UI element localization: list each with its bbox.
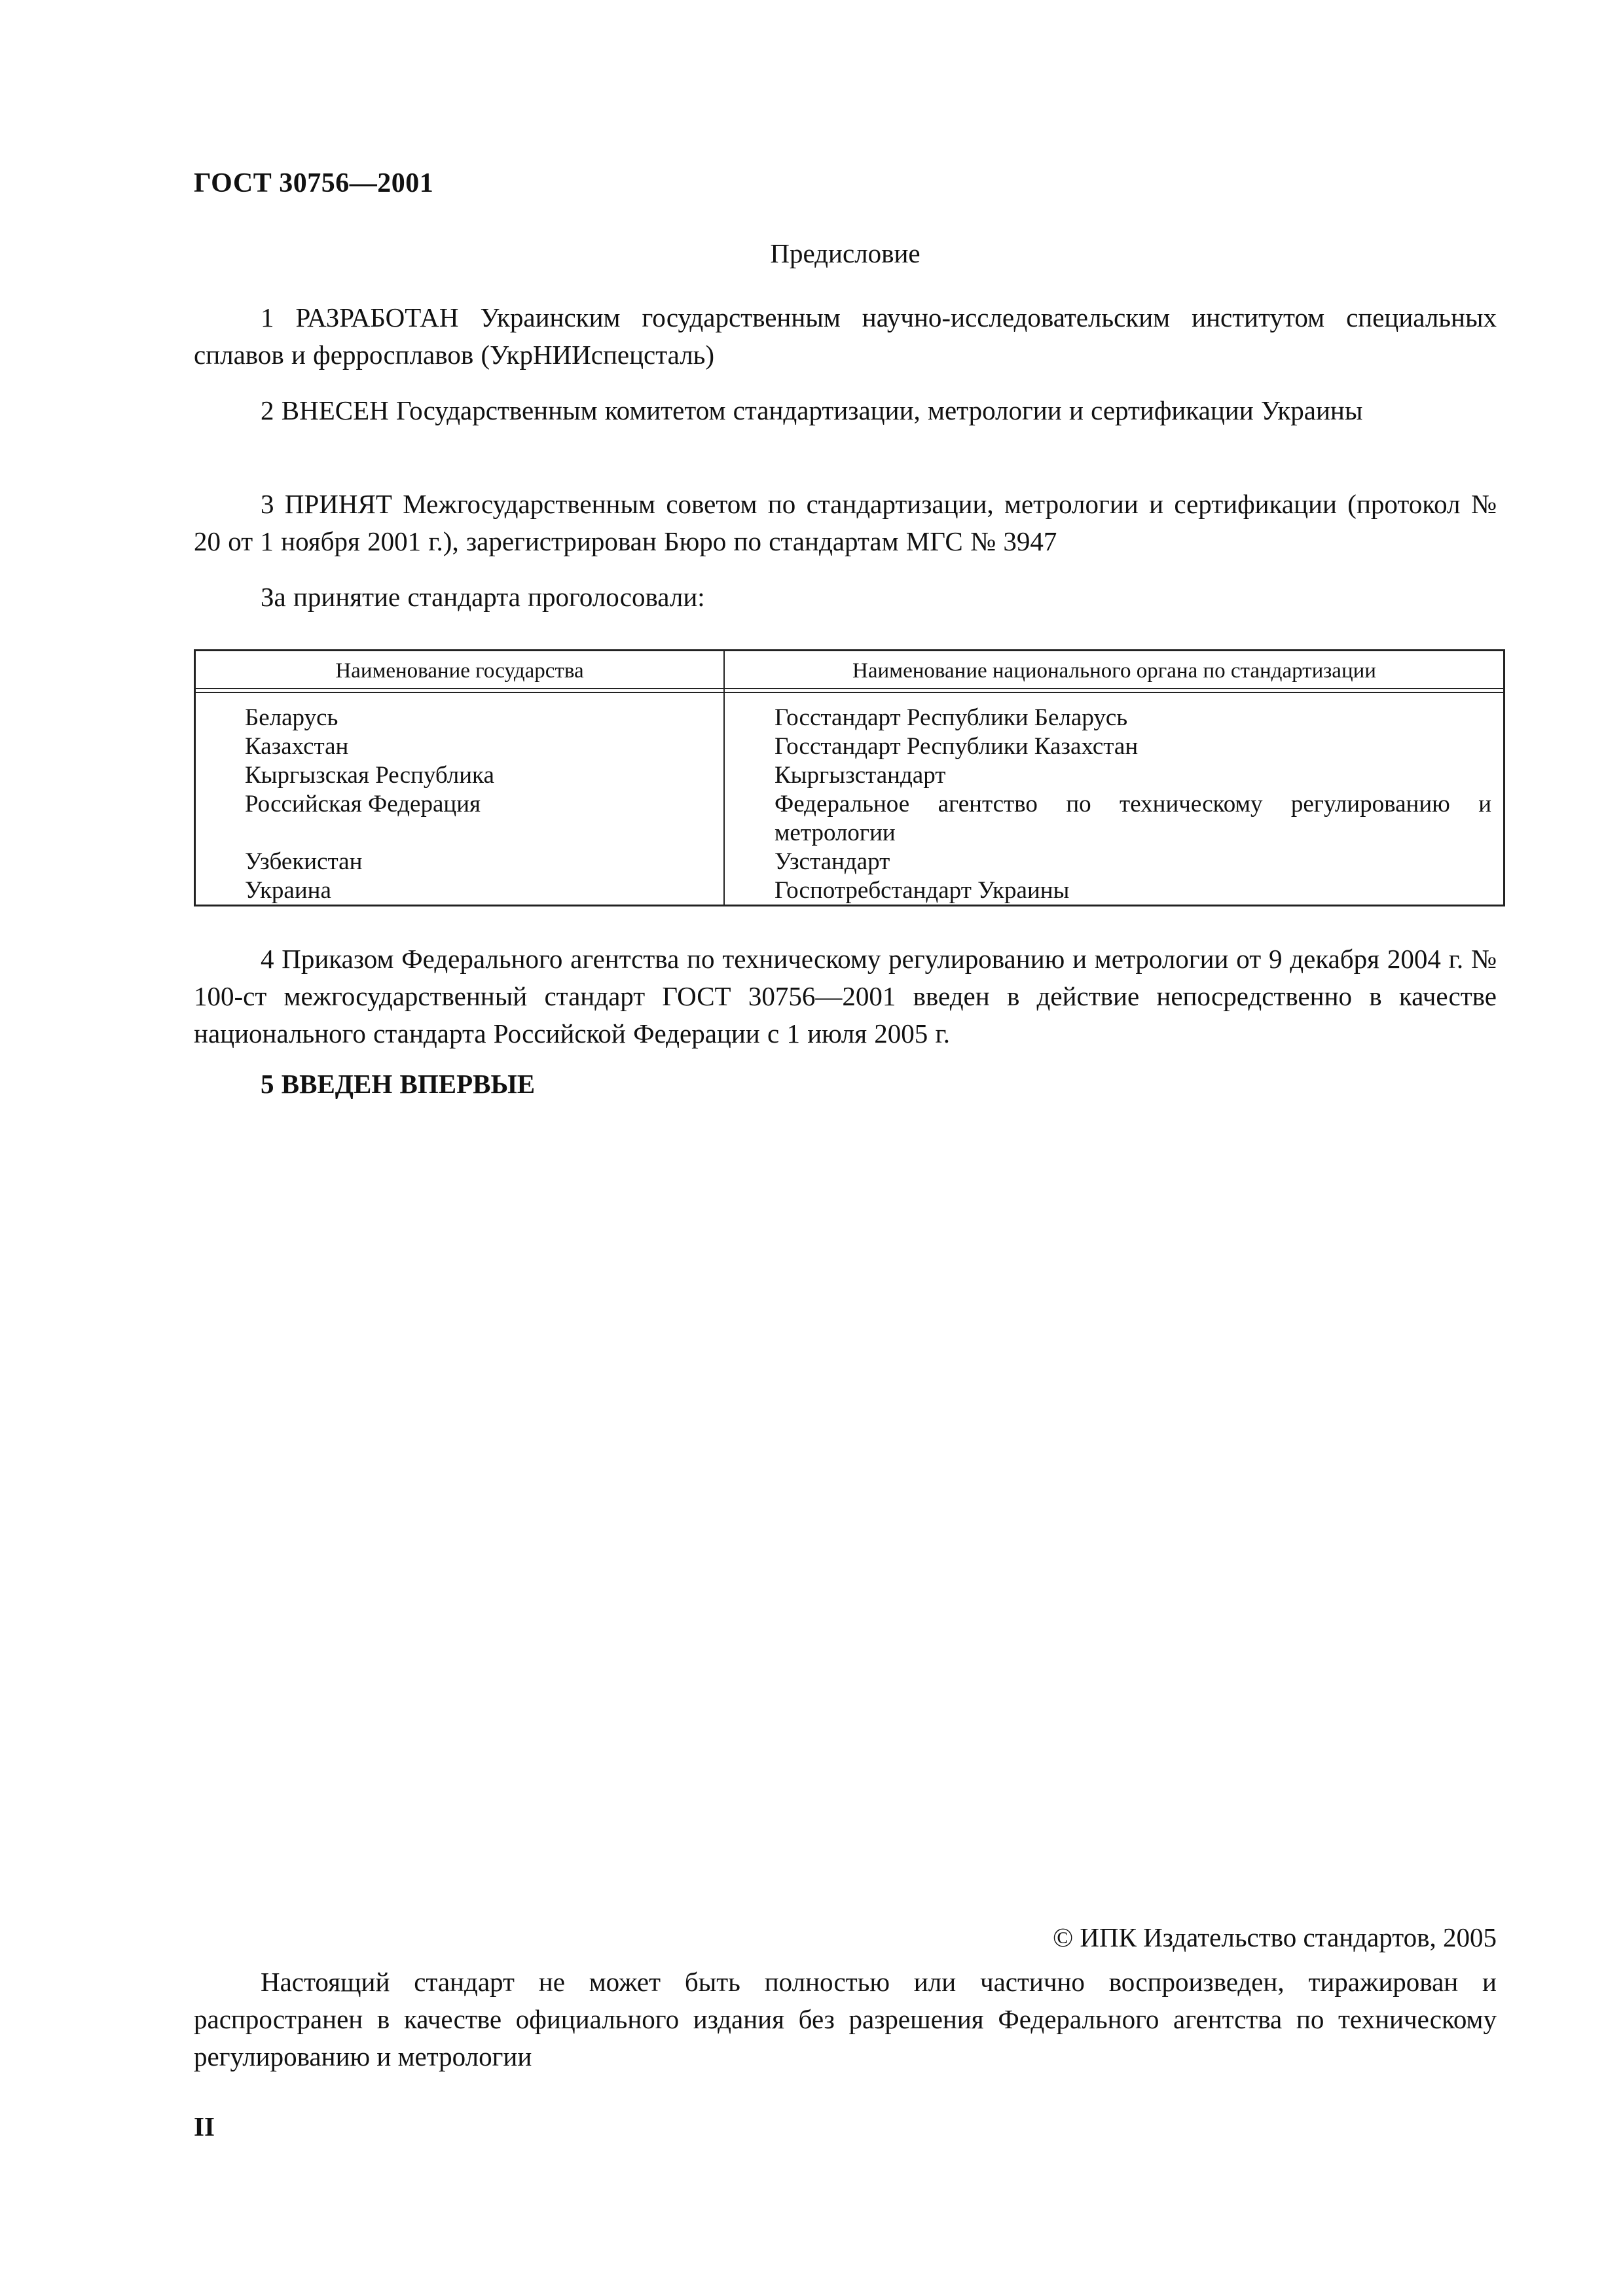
paragraph-5: 5 ВВЕДЕН ВПЕРВЫЕ: [261, 1069, 536, 1099]
document-code: ГОСТ 30756—2001: [194, 168, 434, 198]
table-row: [196, 790, 1503, 848]
table-row: [196, 732, 1503, 761]
copyright-line: © ИПК Издательство стандартов, 2005: [1052, 1922, 1497, 1952]
table-cell-body: Узстандарт: [775, 848, 890, 875]
table-cell-body: Госстандарт Республики Казахстан: [775, 733, 1139, 760]
table-cell-state: Узбекистан: [245, 848, 363, 875]
table-row: [196, 848, 1503, 876]
table-row: [196, 704, 1503, 732]
table-row: [196, 876, 1503, 905]
table-header-rule: [196, 688, 1503, 693]
page-number: II: [194, 2111, 215, 2142]
table-cell-body: Госстандарт Республики Беларусь: [775, 704, 1128, 731]
table-cell-body: Кыргызстандарт: [775, 762, 946, 789]
table-cell-state: Российская Федерация: [245, 791, 481, 817]
table-header-state: Наименование государства: [335, 659, 584, 683]
voting-table: [194, 649, 1505, 906]
table-cell-state: Кыргызская Республика: [245, 762, 494, 789]
table-cell-state: Беларусь: [245, 704, 338, 731]
paragraph-3: 3 ПРИНЯТ Межгосударственным советом по стандартизации, метрологии и сертификации (протокол № 20 от 1 ноября 2001 г.), зарегистрирован Бюро по стандартам МГС № 3947: [194, 489, 1497, 556]
paragraph-1: 1 РАЗРАБОТАН Украинским государственным научно-исследовательским институтом специальных сплавов и ферросплавов (УкрНИИспецсталь): [194, 302, 1497, 370]
table-cell-body: Госпотребстандарт Украины: [775, 877, 1070, 904]
section-title: Предисловие: [770, 238, 921, 268]
table-header-body: Наименование национального органа по стандартизации: [852, 659, 1376, 683]
reproduction-notice: Настоящий стандарт не может быть полностью или частично воспроизведен, тиражирован и распространен в качестве официального издания без разрешения Федерального агентства по техническому регулированию и метрологии: [194, 1967, 1497, 2072]
voted-label: За принятие стандарта проголосовали:: [261, 582, 705, 612]
paragraph-4: 4 Приказом Федерального агентства по техническому регулированию и метрологии от 9 декабря 2004 г. № 100-ст межгосударственный стандарт ГОСТ 30756—2001 введен в действие непосредственно в качестве национального стандарта Российской Федерации с 1 июля 2005 г.: [194, 944, 1497, 1049]
table-cell-state: Украина: [245, 877, 331, 904]
paragraph-2: 2 ВНЕСЕН Государственным комитетом стандартизации, метрологии и сертификации Украины: [261, 395, 1363, 425]
table-cell-body: Федеральное агентство по техническому регулированию и метрологии: [775, 791, 1491, 846]
table-cell-state: Казахстан: [245, 733, 349, 760]
table-row: [196, 761, 1503, 790]
table-body: [196, 704, 1503, 905]
